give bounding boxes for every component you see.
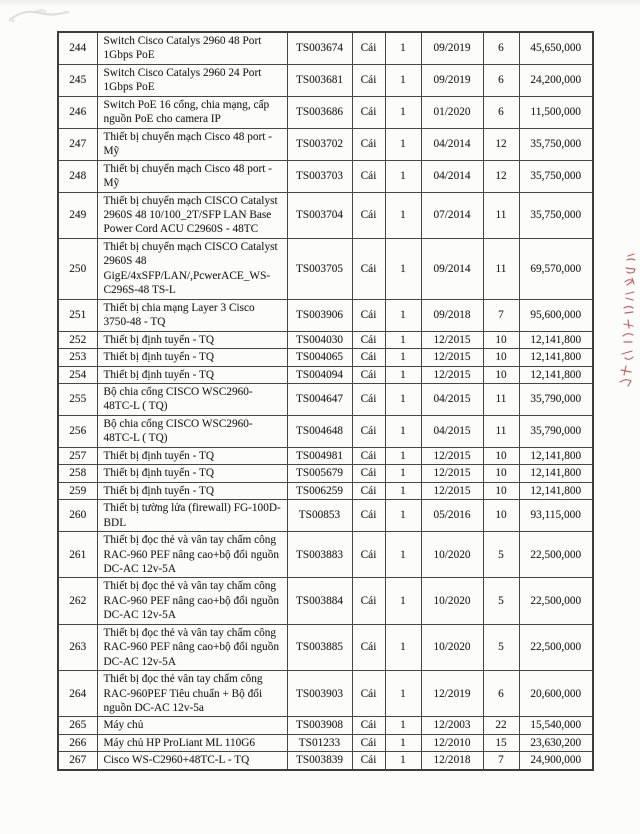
cell-date: 09/2018	[421, 299, 483, 331]
cell-date: 12/2018	[421, 752, 483, 770]
cell-unit: Cái	[352, 192, 385, 238]
cell-qty: 1	[385, 64, 421, 96]
cell-name: Thiết bị đọc thẻ và vân tay chấm công RAC-960 PEF nâng cao+bộ đổi nguồn DC-AC 12v-5A	[97, 624, 287, 670]
cell-qty: 1	[385, 415, 421, 447]
cell-years: 6	[483, 671, 519, 717]
cell-code: TS003705	[287, 238, 352, 299]
cell-name: Thiết bị đọc thẻ và vân tay chấm công RAC-960 PEF nâng cao+bộ đổi nguồn DC-AC 12v-5A	[97, 578, 287, 624]
cell-unit: Cái	[352, 299, 385, 331]
cell-value: 95,600,000	[519, 299, 593, 331]
cell-date: 09/2019	[421, 64, 483, 96]
cell-unit: Cái	[352, 96, 385, 128]
table-row	[58, 64, 593, 96]
cell-years: 12	[483, 160, 519, 192]
cell-code: TS003704	[287, 192, 352, 238]
cell-value: 23,630,200	[519, 734, 593, 751]
cell-unit: Cái	[352, 671, 385, 717]
cell-code: TS003674	[287, 32, 352, 64]
cell-value: 35,750,000	[519, 128, 593, 160]
cell-code: TS004094	[287, 366, 352, 383]
cell-unit: Cái	[352, 331, 385, 348]
cell-value: 22,500,000	[519, 578, 593, 624]
cell-stt: 255	[58, 383, 97, 415]
cell-qty: 1	[385, 238, 421, 299]
cell-unit: Cái	[352, 532, 385, 578]
cell-stt: 259	[58, 482, 97, 499]
cell-code: TS004030	[287, 331, 352, 348]
cell-name: Cisco WS-C2960+48TC-L - TQ	[97, 752, 287, 770]
cell-code: TS003884	[287, 578, 352, 624]
table-row	[58, 500, 593, 532]
cell-years: 7	[483, 752, 519, 770]
cell-value: 45,650,000	[519, 32, 593, 64]
cell-unit: Cái	[352, 349, 385, 366]
cell-code: TS003885	[287, 624, 352, 670]
table-row	[58, 383, 593, 415]
cell-date: 12/2015	[421, 331, 483, 348]
cell-years: 6	[483, 32, 519, 64]
scan-smudge-mark	[6, 4, 76, 30]
cell-name: Switch Cisco Catalys 2960 24 Port 1Gbps PoE	[97, 64, 287, 96]
cell-value: 12,141,800	[519, 349, 593, 366]
cell-code: TS003702	[287, 128, 352, 160]
cell-years: 10	[483, 331, 519, 348]
cell-qty: 1	[385, 447, 421, 464]
cell-stt: 245	[58, 64, 97, 96]
cell-date: 04/2015	[421, 383, 483, 415]
cell-date: 12/2015	[421, 447, 483, 464]
cell-stt: 254	[58, 366, 97, 383]
cell-value: 12,141,800	[519, 482, 593, 499]
cell-code: TS003686	[287, 96, 352, 128]
cell-name: Thiết bị định tuyến - TQ	[97, 482, 287, 499]
cell-unit: Cái	[352, 447, 385, 464]
cell-years: 10	[483, 500, 519, 532]
cell-unit: Cái	[352, 32, 385, 64]
cell-value: 35,790,000	[519, 415, 593, 447]
cell-stt: 252	[58, 331, 97, 348]
cell-name: Thiết bị định tuyến - TQ	[97, 366, 287, 383]
cell-stt: 261	[58, 532, 97, 578]
cell-value: 93,115,000	[519, 500, 593, 532]
cell-name: Máy chủ HP ProLiant ML 110G6	[97, 734, 287, 751]
cell-value: 22,500,000	[519, 624, 593, 670]
cell-date: 12/2019	[421, 671, 483, 717]
table-row	[58, 532, 593, 578]
cell-stt: 264	[58, 671, 97, 717]
table-row	[58, 482, 593, 499]
cell-years: 5	[483, 532, 519, 578]
cell-qty: 1	[385, 32, 421, 64]
cell-years: 11	[483, 383, 519, 415]
cell-years: 12	[483, 128, 519, 160]
cell-date: 05/2016	[421, 500, 483, 532]
cell-qty: 1	[385, 532, 421, 578]
cell-stt: 263	[58, 624, 97, 670]
cell-name: Thiết bị định tuyến - TQ	[97, 465, 287, 482]
cell-date: 10/2020	[421, 624, 483, 670]
cell-qty: 1	[385, 671, 421, 717]
cell-unit: Cái	[352, 415, 385, 447]
cell-code: TS003681	[287, 64, 352, 96]
cell-unit: Cái	[352, 734, 385, 751]
cell-value: 12,141,800	[519, 331, 593, 348]
cell-years: 6	[483, 96, 519, 128]
cell-name: Thiết bị tường lửa (firewall) FG-100D-BDL	[97, 500, 287, 532]
cell-code: TS004647	[287, 383, 352, 415]
cell-name: Thiết bị đọc thẻ vân tay chấm công RAC-960PEF Tiêu chuẩn + Bộ đổi nguồn DC-AC 12v-5a	[97, 671, 287, 717]
cell-date: 09/2014	[421, 238, 483, 299]
cell-years: 10	[483, 349, 519, 366]
table-row	[58, 415, 593, 447]
cell-years: 10	[483, 465, 519, 482]
cell-value: 12,141,800	[519, 366, 593, 383]
cell-qty: 1	[385, 128, 421, 160]
cell-date: 04/2014	[421, 128, 483, 160]
cell-unit: Cái	[352, 717, 385, 734]
table-row	[58, 624, 593, 670]
cell-date: 04/2015	[421, 415, 483, 447]
cell-unit: Cái	[352, 624, 385, 670]
table-row	[58, 671, 593, 717]
cell-stt: 265	[58, 717, 97, 734]
table-row	[58, 299, 593, 331]
cell-date: 10/2020	[421, 532, 483, 578]
cell-value: 35,750,000	[519, 160, 593, 192]
cell-name: Thiết bị chuyển mạch Cisco 48 port - Mỹ	[97, 160, 287, 192]
cell-value: 24,200,000	[519, 64, 593, 96]
cell-years: 5	[483, 578, 519, 624]
cell-years: 22	[483, 717, 519, 734]
cell-years: 10	[483, 447, 519, 464]
cell-years: 7	[483, 299, 519, 331]
cell-stt: 260	[58, 500, 97, 532]
cell-value: 24,900,000	[519, 752, 593, 770]
cell-years: 11	[483, 415, 519, 447]
cell-code: TS004648	[287, 415, 352, 447]
cell-stt: 256	[58, 415, 97, 447]
cell-years: 11	[483, 192, 519, 238]
cell-code: TS006259	[287, 482, 352, 499]
cell-unit: Cái	[352, 238, 385, 299]
cell-unit: Cái	[352, 383, 385, 415]
table-row	[58, 734, 593, 751]
table-row	[58, 349, 593, 366]
table-row	[58, 128, 593, 160]
cell-stt: 247	[58, 128, 97, 160]
cell-date: 01/2020	[421, 96, 483, 128]
cell-name: Thiết bị định tuyến - TQ	[97, 349, 287, 366]
cell-unit: Cái	[352, 64, 385, 96]
cell-years: 15	[483, 734, 519, 751]
cell-stt: 267	[58, 752, 97, 770]
cell-code: TS003839	[287, 752, 352, 770]
cell-name: Thiết bị chuyển mạch CISCO Catalyst 2960S 48 GigE/4xSFP/LAN/,PcwerACE_WS-C296S-48 TS-L	[97, 238, 287, 299]
table-row	[58, 238, 593, 299]
table-row	[58, 447, 593, 464]
cell-stt: 249	[58, 192, 97, 238]
cell-qty: 1	[385, 500, 421, 532]
cell-unit: Cái	[352, 366, 385, 383]
cell-name: Thiết bị đọc thẻ và vân tay chấm công RAC-960 PEF nâng cao+bộ đổi nguồn DC-AC 12v-5A	[97, 532, 287, 578]
cell-value: 12,141,800	[519, 447, 593, 464]
cell-code: TS003883	[287, 532, 352, 578]
cell-code: TS005679	[287, 465, 352, 482]
table-row	[58, 96, 593, 128]
cell-date: 09/2019	[421, 32, 483, 64]
cell-date: 04/2014	[421, 160, 483, 192]
cell-value: 69,570,000	[519, 238, 593, 299]
cell-code: TS01233	[287, 734, 352, 751]
asset-inventory-table	[57, 31, 594, 771]
cell-stt: 258	[58, 465, 97, 482]
cell-stt: 262	[58, 578, 97, 624]
cell-name: Thiết bị chuyển mạch Cisco 48 port - Mỹ	[97, 128, 287, 160]
cell-qty: 1	[385, 734, 421, 751]
asset-table-body	[58, 32, 593, 770]
cell-years: 10	[483, 482, 519, 499]
cell-unit: Cái	[352, 465, 385, 482]
cell-stt: 246	[58, 96, 97, 128]
cell-date: 07/2014	[421, 192, 483, 238]
cell-name: Bộ chia cổng CISCO WSC2960-48TC-L ( TQ)	[97, 383, 287, 415]
cell-qty: 1	[385, 383, 421, 415]
cell-name: Thiết bị chia mạng Layer 3 Cisco 3750-48 - TQ	[97, 299, 287, 331]
cell-years: 10	[483, 366, 519, 383]
cell-qty: 1	[385, 299, 421, 331]
cell-code: TS00853	[287, 500, 352, 532]
table-row	[58, 160, 593, 192]
cell-name: Bộ chia cổng CISCO WSC2960-48TC-L ( TQ)	[97, 415, 287, 447]
cell-name: Máy chủ	[97, 717, 287, 734]
cell-value: 35,750,000	[519, 192, 593, 238]
table-row	[58, 717, 593, 734]
cell-stt: 257	[58, 447, 97, 464]
handwritten-margin-note	[612, 252, 638, 392]
cell-value: 15,540,000	[519, 717, 593, 734]
table-row	[58, 192, 593, 238]
cell-value: 20,600,000	[519, 671, 593, 717]
cell-name: Thiết bị định tuyến - TQ	[97, 447, 287, 464]
cell-name: Thiết bị định tuyến - TQ	[97, 331, 287, 348]
cell-unit: Cái	[352, 482, 385, 499]
cell-qty: 1	[385, 465, 421, 482]
cell-date: 12/2015	[421, 349, 483, 366]
table-row	[58, 578, 593, 624]
cell-code: TS004981	[287, 447, 352, 464]
cell-years: 11	[483, 238, 519, 299]
cell-date: 10/2020	[421, 578, 483, 624]
cell-stt: 253	[58, 349, 97, 366]
cell-date: 12/2015	[421, 465, 483, 482]
cell-name: Switch Cisco Catalys 2960 48 Port 1Gbps PoE	[97, 32, 287, 64]
cell-code: TS003903	[287, 671, 352, 717]
cell-qty: 1	[385, 717, 421, 734]
cell-value: 11,500,000	[519, 96, 593, 128]
cell-qty: 1	[385, 331, 421, 348]
table-row	[58, 331, 593, 348]
cell-stt: 250	[58, 238, 97, 299]
cell-value: 12,141,800	[519, 465, 593, 482]
table-row	[58, 366, 593, 383]
cell-unit: Cái	[352, 500, 385, 532]
cell-qty: 1	[385, 160, 421, 192]
cell-qty: 1	[385, 752, 421, 770]
cell-qty: 1	[385, 482, 421, 499]
cell-years: 5	[483, 624, 519, 670]
cell-name: Thiết bị chuyển mạch CISCO Catalyst 2960S 48 10/100_2T/SFP LAN Base Power Cord ACU C2960S - 48TC	[97, 192, 287, 238]
cell-qty: 1	[385, 192, 421, 238]
table-row	[58, 752, 593, 770]
cell-date: 12/2010	[421, 734, 483, 751]
cell-stt: 266	[58, 734, 97, 751]
cell-qty: 1	[385, 578, 421, 624]
cell-code: TS003703	[287, 160, 352, 192]
cell-code: TS004065	[287, 349, 352, 366]
cell-unit: Cái	[352, 128, 385, 160]
cell-date: 12/2015	[421, 366, 483, 383]
cell-code: TS003908	[287, 717, 352, 734]
cell-stt: 251	[58, 299, 97, 331]
cell-name: Switch PoE 16 cổng, chia mạng, cấp nguồn PoE cho camera IP	[97, 96, 287, 128]
cell-unit: Cái	[352, 752, 385, 770]
cell-value: 35,790,000	[519, 383, 593, 415]
table-row	[58, 465, 593, 482]
cell-years: 6	[483, 64, 519, 96]
cell-code: TS003906	[287, 299, 352, 331]
cell-stt: 244	[58, 32, 97, 64]
cell-date: 12/2003	[421, 717, 483, 734]
cell-qty: 1	[385, 366, 421, 383]
cell-date: 12/2015	[421, 482, 483, 499]
cell-qty: 1	[385, 96, 421, 128]
cell-qty: 1	[385, 349, 421, 366]
cell-unit: Cái	[352, 578, 385, 624]
cell-qty: 1	[385, 624, 421, 670]
table-row	[58, 32, 593, 64]
cell-unit: Cái	[352, 160, 385, 192]
cell-stt: 248	[58, 160, 97, 192]
cell-value: 22,500,000	[519, 532, 593, 578]
